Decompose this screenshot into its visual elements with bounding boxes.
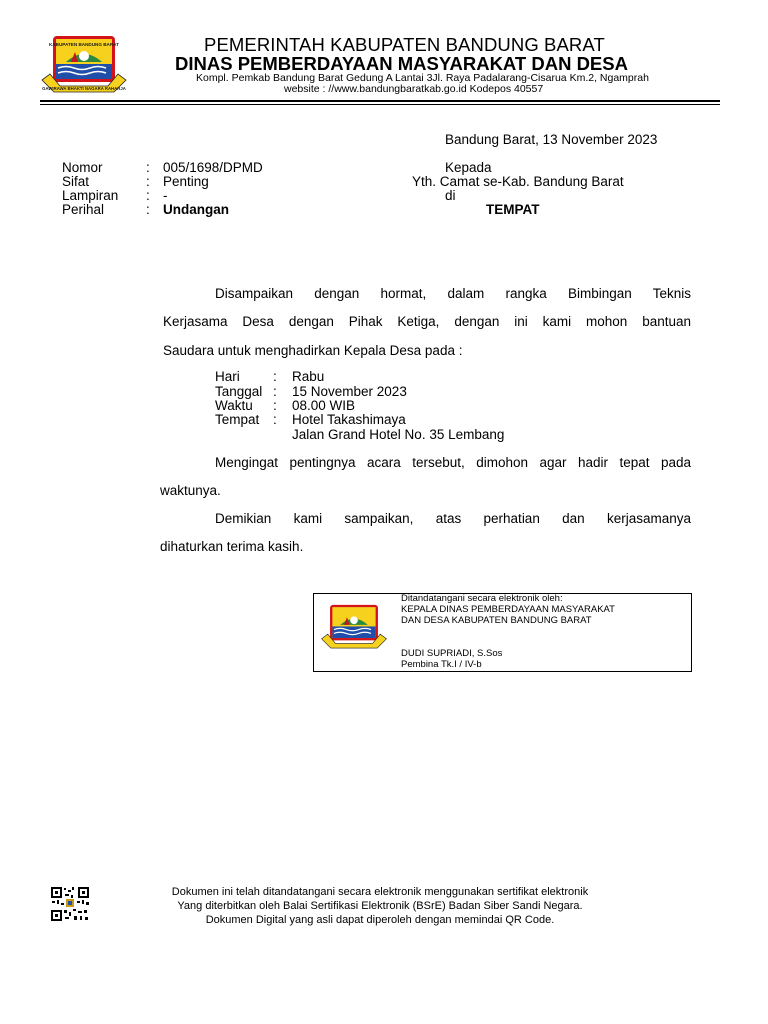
body-p3-line2: dihaturkan terima kasih.: [160, 539, 304, 554]
recipient-place: TEMPAT: [486, 202, 540, 217]
meta-nomor-label: Nomor: [62, 160, 103, 175]
meta-nomor-sep: :: [146, 160, 150, 175]
detail-tempat-value: Hotel Takashimaya: [292, 412, 406, 427]
body-p1-line3: Saudara untuk menghadirkan Kepala Desa pada :: [163, 343, 463, 358]
detail-waktu-sep: :: [273, 398, 277, 413]
meta-lampiran-value: -: [163, 188, 168, 203]
meta-sifat-label: Sifat: [62, 174, 90, 189]
body-p2-line2: waktunya.: [160, 483, 221, 498]
recipient-name: Yth. Camat se-Kab. Bandung Barat: [412, 174, 624, 189]
signature-rank: Pembina Tk.I / IV-b: [401, 659, 482, 670]
recipient-to: Kepada: [445, 160, 492, 175]
footer-line2: Yang diterbitkan oleh Balai Sertifikasi Elektronik (BSrE) Badan Siber Sandi Negara.: [177, 900, 583, 912]
detail-hari-sep: :: [273, 369, 277, 384]
signature-title-line2: DAN DESA KABUPATEN BANDUNG BARAT: [401, 615, 592, 626]
logo-ribbon-text: GAWIRAWA BHAKTI NAGARA RAHARJA: [42, 86, 126, 91]
detail-tanggal-value: 15 November 2023: [292, 384, 407, 399]
body-p1-line1: Disampaikan dengan hormat, dalam rangka Bimbingan Teknis: [215, 286, 691, 301]
detail-waktu-label: Waktu: [215, 398, 253, 413]
body-p2-line1: Mengingat pentingnya acara tersebut, dimohon agar hadir tepat pada: [215, 455, 691, 470]
header-website: website : //www.bandungbaratkab.go.id Kodepos 40557: [284, 83, 544, 95]
header-agency: DINAS PEMBERDAYAAN MASYARAKAT DAN DESA: [175, 53, 628, 74]
header-rule: [40, 100, 720, 102]
footer-line3: Dokumen Digital yang asli dapat diperoleh dengan memindai QR Code.: [205, 914, 555, 926]
detail-hari-value: Rabu: [292, 369, 325, 384]
header-address: Kompl. Pemkab Bandung Barat Gedung A Lantai 3Jl. Raya Padalarang-Cisarua Km.2, Ngamprah: [196, 72, 649, 84]
detail-tempat-label: Tempat: [215, 412, 260, 427]
letter-date: Bandung Barat, 13 November 2023: [445, 132, 658, 147]
regency-logo: [40, 34, 128, 98]
detail-tempat-sep: :: [273, 412, 277, 427]
recipient-di: di: [445, 188, 456, 203]
detail-hari-label: Hari: [215, 369, 240, 384]
body-p3-line1: Demikian kami sampaikan, atas perhatian dan kerjasamanya: [215, 511, 691, 526]
header-government: PEMERINTAH KABUPATEN BANDUNG BARAT: [204, 34, 605, 55]
meta-perihal-sep: :: [146, 202, 150, 217]
signature-title-line1: KEPALA DINAS PEMBERDAYAAN MASYARAKAT: [401, 604, 615, 615]
signature-name: DUDI SUPRIADI, S.Sos: [401, 648, 503, 659]
footer-line1: Dokumen ini telah ditandatangani secara elektronik menggunakan sertifikat elektronik: [171, 886, 589, 898]
qr-code: [50, 886, 90, 922]
header-rule-thin: [40, 104, 720, 105]
detail-tanggal-sep: :: [273, 384, 277, 399]
signature-intro: Ditandatangani secara elektronik oleh:: [401, 593, 563, 604]
meta-perihal-value: Undangan: [163, 202, 229, 217]
meta-lampiran-sep: :: [146, 188, 150, 203]
signature-logo: [320, 602, 388, 654]
meta-sifat-value: Penting: [163, 174, 209, 189]
logo-top-text: KABUPATEN BANDUNG BARAT: [49, 42, 119, 47]
detail-waktu-value: 08.00 WIB: [292, 398, 356, 413]
meta-nomor-value: 005/1698/DPMD: [163, 160, 263, 175]
meta-sifat-sep: :: [146, 174, 150, 189]
meta-lampiran-label: Lampiran: [62, 188, 119, 203]
detail-tanggal-label: Tanggal: [215, 384, 263, 399]
meta-perihal-label: Perihal: [62, 202, 105, 217]
detail-tempat-address: Jalan Grand Hotel No. 35 Lembang: [292, 427, 505, 442]
body-p1-line2: Kerjasama Desa dengan Pihak Ketiga, dengan ini kami mohon bantuan: [163, 314, 691, 329]
